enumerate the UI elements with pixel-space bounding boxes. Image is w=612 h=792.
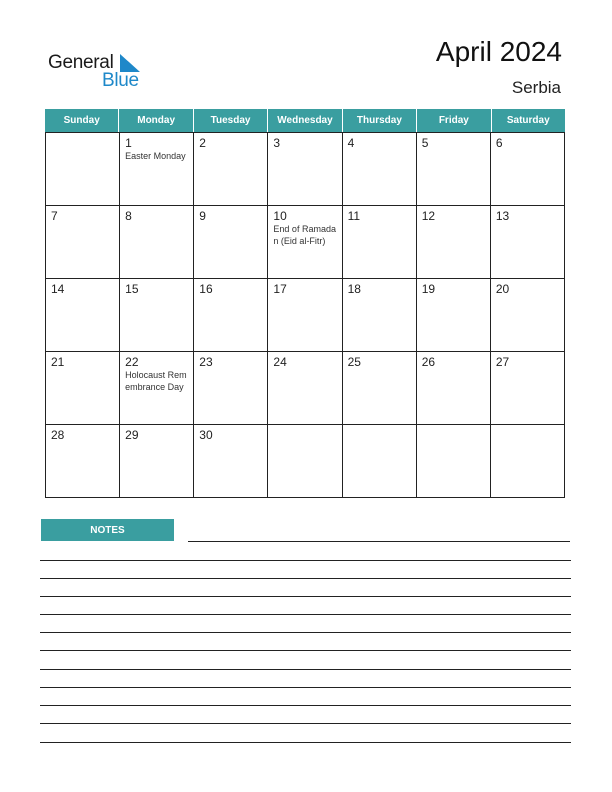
day-number: 24	[273, 355, 287, 369]
day-cell[interactable]	[120, 279, 194, 351]
day-number: 6	[495, 136, 503, 150]
week-row	[46, 279, 565, 352]
day-number: 7	[51, 209, 58, 223]
notes-line[interactable]	[40, 578, 571, 579]
day-number: 28	[51, 428, 65, 442]
day-number: 15	[125, 282, 139, 296]
day-cell[interactable]	[343, 425, 417, 497]
day-cell[interactable]	[417, 279, 491, 351]
page-title: April 2024	[435, 36, 562, 67]
day-cell[interactable]	[417, 425, 491, 497]
day-cell[interactable]	[417, 352, 491, 424]
day-number: 18	[347, 282, 361, 296]
day-cell[interactable]	[194, 352, 268, 424]
day-cell[interactable]	[491, 425, 565, 497]
day-cell[interactable]	[194, 279, 268, 351]
day-number: 12	[421, 209, 436, 223]
day-cell[interactable]	[46, 133, 120, 205]
day-number: 27	[495, 355, 510, 369]
day-number: 3	[273, 136, 281, 150]
notes-header: NOTES	[41, 519, 174, 541]
notes-line[interactable]	[40, 560, 571, 561]
day-number: 30	[199, 428, 213, 442]
day-cell[interactable]	[268, 206, 342, 278]
logo	[48, 52, 158, 92]
day-number: 8	[125, 209, 132, 223]
weekday-thursday: Thursday	[343, 109, 417, 132]
notes-line[interactable]	[40, 687, 571, 688]
day-cell[interactable]	[491, 279, 565, 351]
day-number: 29	[125, 428, 139, 442]
day-cell[interactable]	[46, 279, 120, 351]
day-cell[interactable]	[268, 133, 342, 205]
day-number: 19	[421, 282, 436, 296]
day-cell[interactable]	[343, 133, 417, 205]
day-number: 1	[125, 136, 132, 150]
day-cell[interactable]	[417, 133, 491, 205]
day-cell[interactable]	[491, 206, 565, 278]
calendar-grid	[45, 132, 565, 498]
day-cell[interactable]	[46, 425, 120, 497]
day-cell[interactable]	[491, 133, 565, 205]
notes-line[interactable]	[40, 632, 571, 633]
notes-line[interactable]	[40, 596, 571, 597]
day-number: 25	[347, 355, 361, 369]
day-cell[interactable]	[120, 352, 194, 424]
notes-line[interactable]	[188, 541, 570, 542]
day-cell[interactable]	[194, 206, 268, 278]
day-cell[interactable]	[268, 279, 342, 351]
day-cell[interactable]	[46, 352, 120, 424]
day-cell[interactable]	[343, 279, 417, 351]
country-label: Serbia	[511, 78, 561, 97]
weekday-header	[45, 109, 565, 132]
day-number: 4	[347, 136, 355, 150]
weekday-friday: Friday	[417, 109, 491, 132]
weekday-saturday: Saturday	[506, 115, 550, 126]
day-number: 20	[495, 282, 510, 296]
day-cell[interactable]	[120, 133, 194, 205]
day-number: 5	[421, 136, 429, 150]
week-row	[46, 352, 565, 425]
weekday-tuesday: Tuesday	[194, 109, 268, 132]
weekday-monday: Monday	[119, 109, 193, 132]
day-number: 10	[273, 209, 287, 223]
day-number: 9	[199, 209, 206, 223]
notes-line[interactable]	[40, 705, 571, 706]
day-cell[interactable]	[120, 206, 194, 278]
notes-line[interactable]	[40, 742, 571, 743]
day-number: 13	[495, 209, 510, 223]
weekday-sunday: Sunday	[45, 109, 119, 132]
day-event: Holocaust Remembrance Day	[125, 370, 187, 392]
day-cell[interactable]	[343, 352, 417, 424]
day-cell[interactable]	[491, 352, 565, 424]
weekday-wednesday: Wednesday	[268, 109, 342, 132]
week-row	[46, 206, 565, 279]
day-cell[interactable]	[194, 133, 268, 205]
week-row	[46, 425, 565, 498]
calendar	[45, 109, 565, 498]
day-event: End of Ramadan (Eid al-Fitr)	[273, 224, 336, 246]
day-cell[interactable]	[417, 206, 491, 278]
day-cell[interactable]	[268, 425, 342, 497]
notes-line[interactable]	[40, 650, 571, 651]
day-cell[interactable]	[46, 206, 120, 278]
day-number: 23	[199, 355, 213, 369]
day-number: 16	[199, 282, 213, 296]
notes-line[interactable]	[40, 723, 571, 724]
day-cell[interactable]	[120, 425, 194, 497]
day-cell[interactable]	[268, 352, 342, 424]
day-event: Easter Monday	[125, 151, 186, 161]
day-cell[interactable]	[194, 425, 268, 497]
day-number: 17	[273, 282, 287, 296]
day-number: 11	[347, 209, 361, 223]
day-number: 2	[199, 136, 206, 150]
logo-word-blue: Blue	[102, 70, 139, 91]
week-row	[46, 133, 565, 206]
day-number: 22	[125, 355, 139, 369]
day-number: 21	[51, 355, 65, 369]
notes-line[interactable]	[40, 614, 571, 615]
day-number: 14	[51, 282, 65, 296]
day-cell[interactable]	[343, 206, 417, 278]
logo-word-general: General	[48, 52, 114, 73]
day-number: 26	[421, 355, 436, 369]
notes-line[interactable]	[40, 669, 571, 670]
